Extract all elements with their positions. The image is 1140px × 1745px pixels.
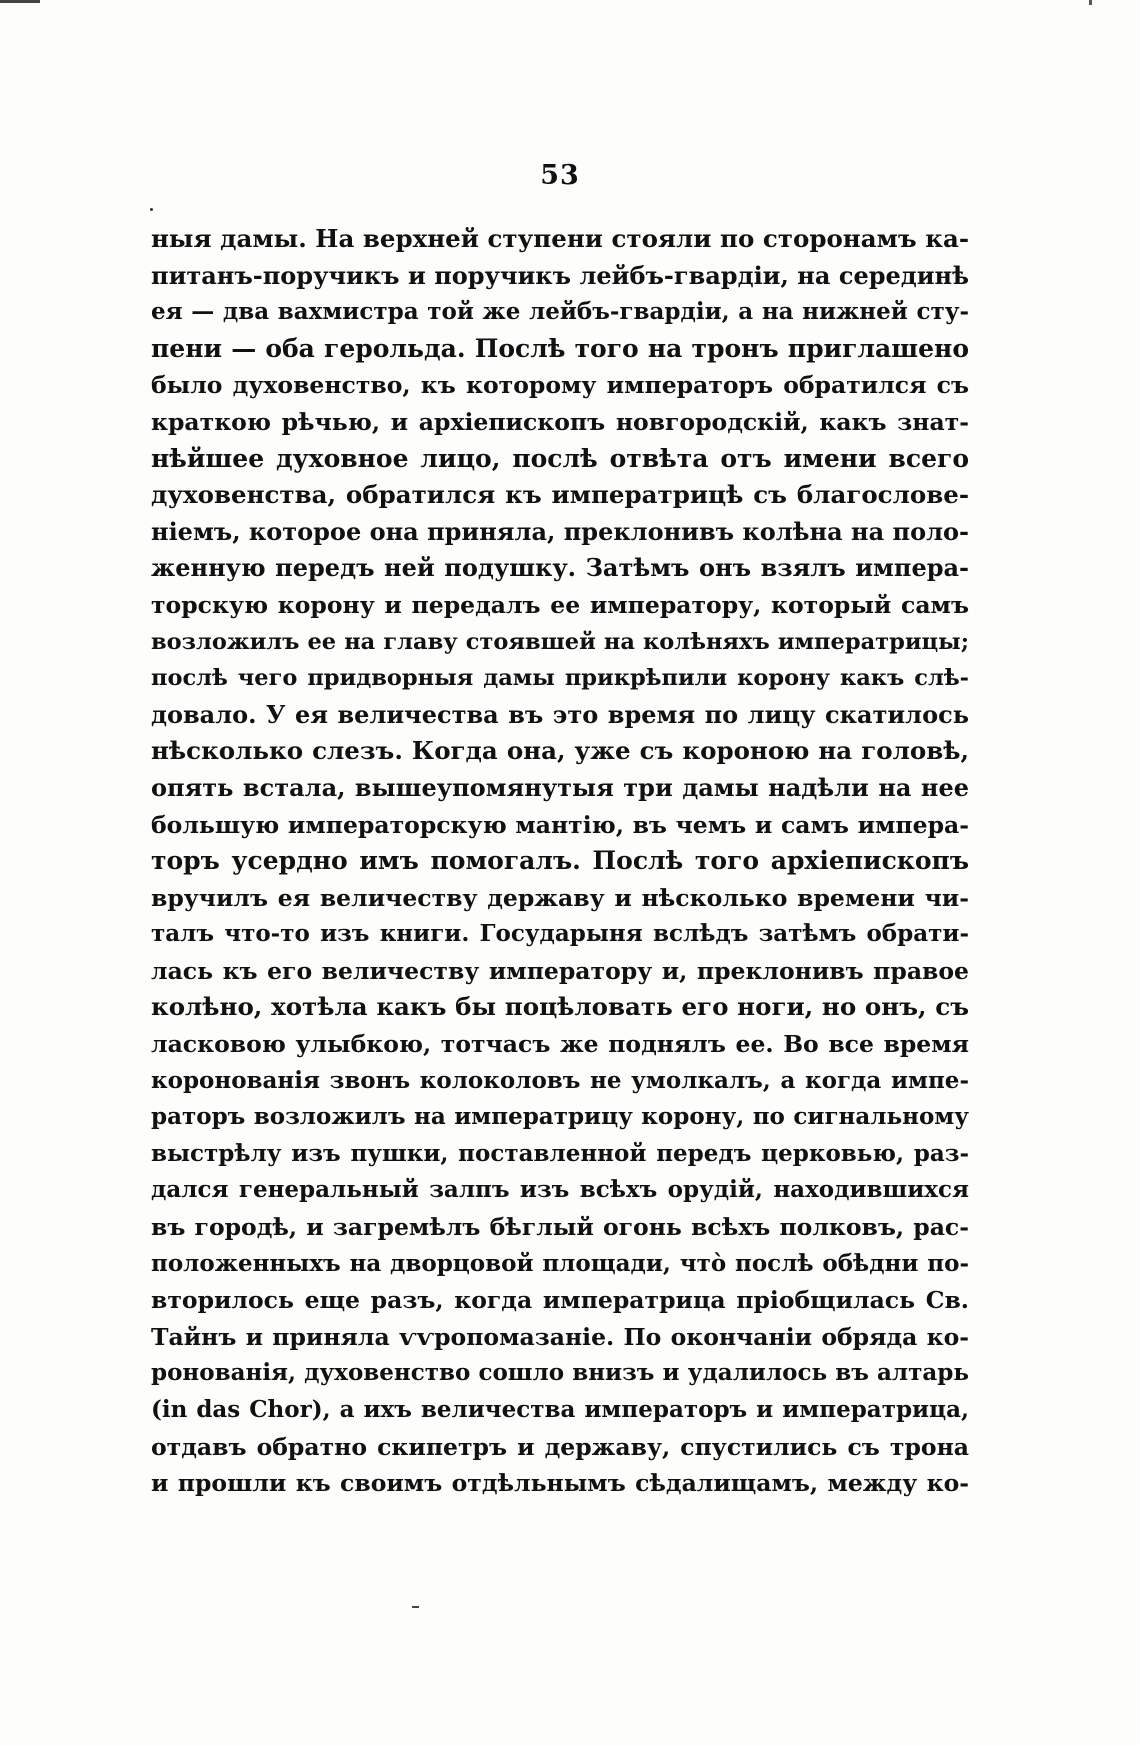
text-line: опять встала, вышеупомянутыя три дамы надѣли на нее — [151, 772, 969, 802]
text-line: вторилось еще разъ, когда императрица пріобщилась Св. — [151, 1286, 969, 1315]
text-line: коронованія звонъ колоколовъ не умолкалъ, а когда импе- — [151, 1066, 969, 1094]
text-line: питанъ-поручикъ и поручикъ лейбъ-гвардіи, на серединѣ — [151, 260, 969, 290]
text-line: торскую корону и передалъ ее императору, который самъ — [151, 590, 969, 619]
text-line: положенныхъ на дворцовой площади, что̀ послѣ обѣдни по- — [151, 1249, 969, 1277]
text-line: торъ усердно имъ помогалъ. Послѣ того архіепископъ — [151, 846, 969, 876]
text-line: выстрѣлу изъ пушки, поставленной передъ церковью, раз- — [151, 1139, 969, 1167]
page-number: 53 — [540, 160, 580, 191]
text-line: пени — оба герольда. Послѣ того на тронъ приглашено — [151, 333, 969, 363]
text-line: колѣно, хотѣла какъ бы поцѣловать его ноги, но онъ, съ — [151, 992, 969, 1022]
text-line: краткою рѣчью, и архіепископъ новгородскій, какъ знат- — [151, 407, 969, 436]
text-line: дался генеральный залпъ изъ всѣхъ орудій, находившихся — [151, 1176, 969, 1204]
text-line: возложилъ ее на главу стоявшей на колѣняхъ императрицы; — [151, 628, 969, 655]
scan-edge-mark — [1089, 0, 1092, 5]
text-line: ласковою улыбкою, тотчасъ же поднялъ ее. Во все время — [151, 1030, 969, 1059]
text-line: ея — два вахмистра той же лейбъ-гвардіи, а на нижней сту- — [151, 298, 969, 326]
ink-speck — [150, 208, 153, 211]
text-line: лась къ его величеству императору и, преклонивъ правое — [151, 956, 969, 985]
text-line: ныя дамы. На верхней ступени стояли по сторонамъ ка- — [151, 224, 969, 253]
text-line: ронованія, духовенство сошло внизъ и удалилось въ алтарь — [151, 1359, 969, 1387]
text-line: послѣ чего придворныя дамы прикрѣпили корону какъ слѣ- — [151, 665, 969, 692]
scan-edge-mark — [0, 0, 40, 3]
text-line: отдавъ обратно скипетръ и державу, спустились съ трона — [151, 1432, 969, 1461]
text-line: было духовенство, къ которому императоръ обратился съ — [151, 371, 969, 400]
text-line: большую императорскую мантію, въ чемъ и самъ импера- — [151, 810, 969, 839]
text-line: (in das Chor), а ихъ величества императоръ и императрица, — [151, 1396, 969, 1423]
text-line: женную передъ ней подушку. Затѣмъ онъ взялъ импера- — [151, 553, 969, 583]
text-line: нѣйшее духовное лицо, послѣ отвѣта отъ имени всего — [151, 443, 969, 473]
text-line: ніемъ, которое она приняла, преклонивъ колѣна на поло- — [151, 516, 969, 546]
text-line: Тайнъ и приняла ѵѵропомазаніе. По окончаніи обряда ко- — [151, 1322, 969, 1351]
text-line: и прошли къ своимъ отдѣльнымъ сѣдалищамъ, между ко- — [151, 1469, 969, 1498]
body-text — [151, 221, 969, 1502]
text-line: нѣсколько слезъ. Когда она, уже съ короною на головѣ, — [151, 736, 969, 766]
text-line: талъ что-то изъ книги. Государыня вслѣдъ затѣмъ обрати- — [151, 920, 969, 948]
text-line: раторъ возложилъ на императрицу корону, по сигнальному — [151, 1103, 969, 1131]
text-line: довало. У ея величества въ это время по лицу скатилось — [151, 699, 969, 729]
text-line: духовенства, обратился къ императрицѣ съ благослове- — [151, 480, 969, 510]
ink-speck — [412, 1606, 419, 1608]
text-line: въ городѣ, и загремѣлъ бѣглый огонь всѣхъ полковъ, рас- — [151, 1213, 969, 1242]
text-line: вручилъ ея величеству державу и нѣсколько времени чи- — [151, 883, 969, 912]
